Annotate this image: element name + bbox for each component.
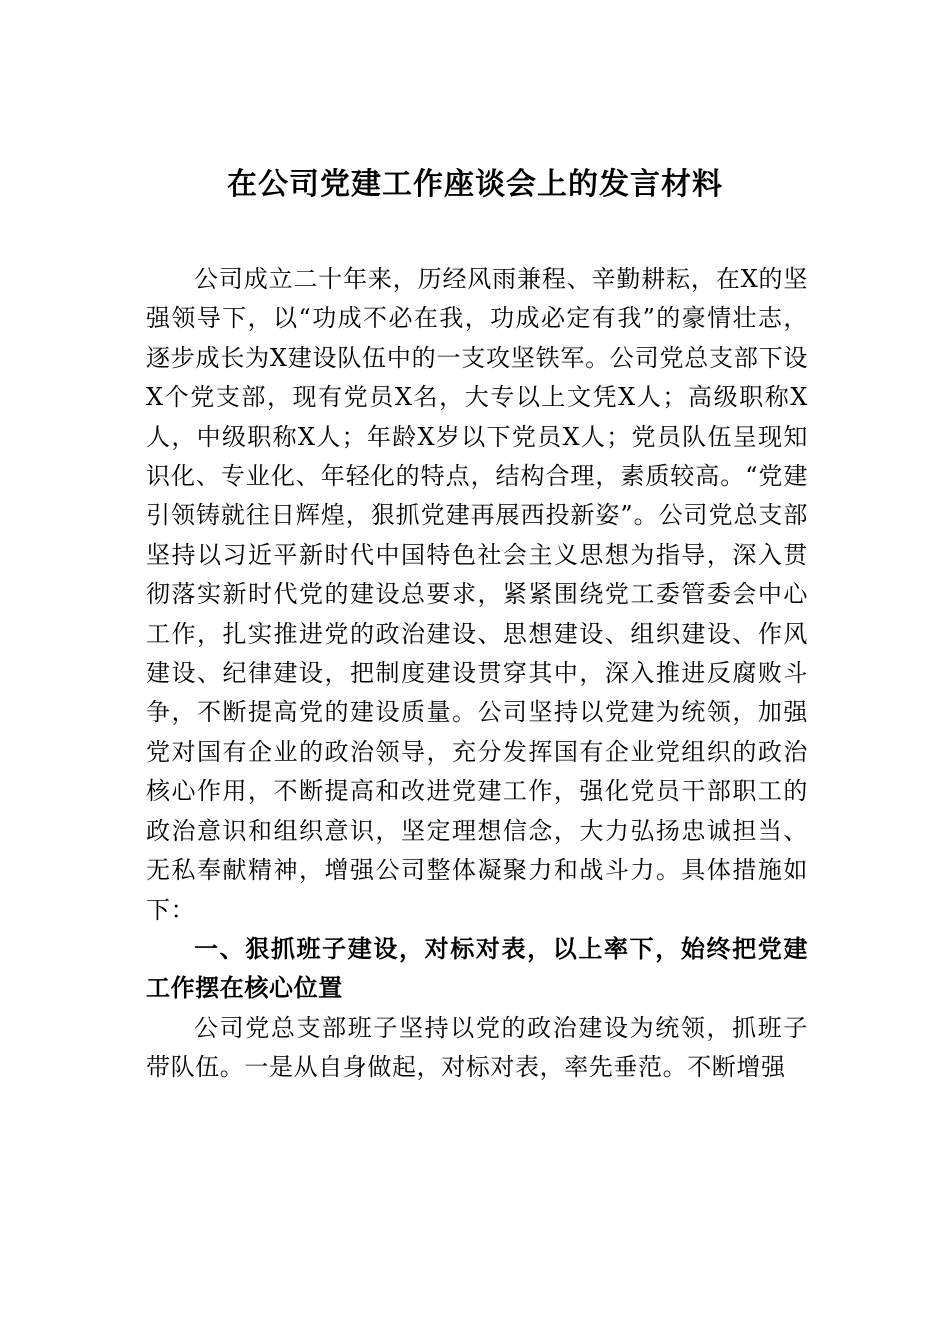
section-heading-1: 一、狠抓班子建设，对标对表，以上率下，始终把党建工作摆在核心位置: [146, 934, 808, 1003]
section-1-paragraph: 公司党总支部班子坚持以党的政治建设为统领，抓班子带队伍。一是从自身做起，对标对表，率先垂范。不断增强: [146, 1013, 808, 1082]
document-body: [146, 260, 808, 1088]
intro-paragraph: 公司成立二十年来，历经风雨兼程、辛勤耕耘，在X的坚强领导下，以“功成不必在我，功成必定有我”的豪情壮志，逐步成长为X建设队伍中的一支攻坚铁军。公司党总支部下设X个党支部，现有党员X名，大专以上文凭X人；高级职称X人，中级职称X人；年龄X岁以下党员X人；党员队伍呈现知识化、专业化、年轻化的特点，结构合理，素质较高。“党建引领铸就往日辉煌，狠抓党建再展西投新姿”。公司党总支部坚持以习近平新时代中国特色社会主义思想为指导，深入贯彻落实新时代党的建设总要求，紧紧围绕党工委管委会中心工作，扎实推进党的政治建设、思想建设、组织建设、作风建设、纪律建设，把制度建设贯穿其中，深入推进反腐败斗争，不断提高党的建设质量。公司坚持以党建为统领，加强党对国有企业的政治领导，充分发挥国有企业党组织的政治核心作用，不断提高和改进党建工作，强化党员干部职工的政治意识和组织意识，坚定理想信念，大力弘扬忠诚担当、无私奉献精神，增强公司整体凝聚力和战斗力。具体措施如下：: [146, 265, 808, 924]
document-title: 在公司党建工作座谈会上的发言材料: [227, 167, 723, 202]
